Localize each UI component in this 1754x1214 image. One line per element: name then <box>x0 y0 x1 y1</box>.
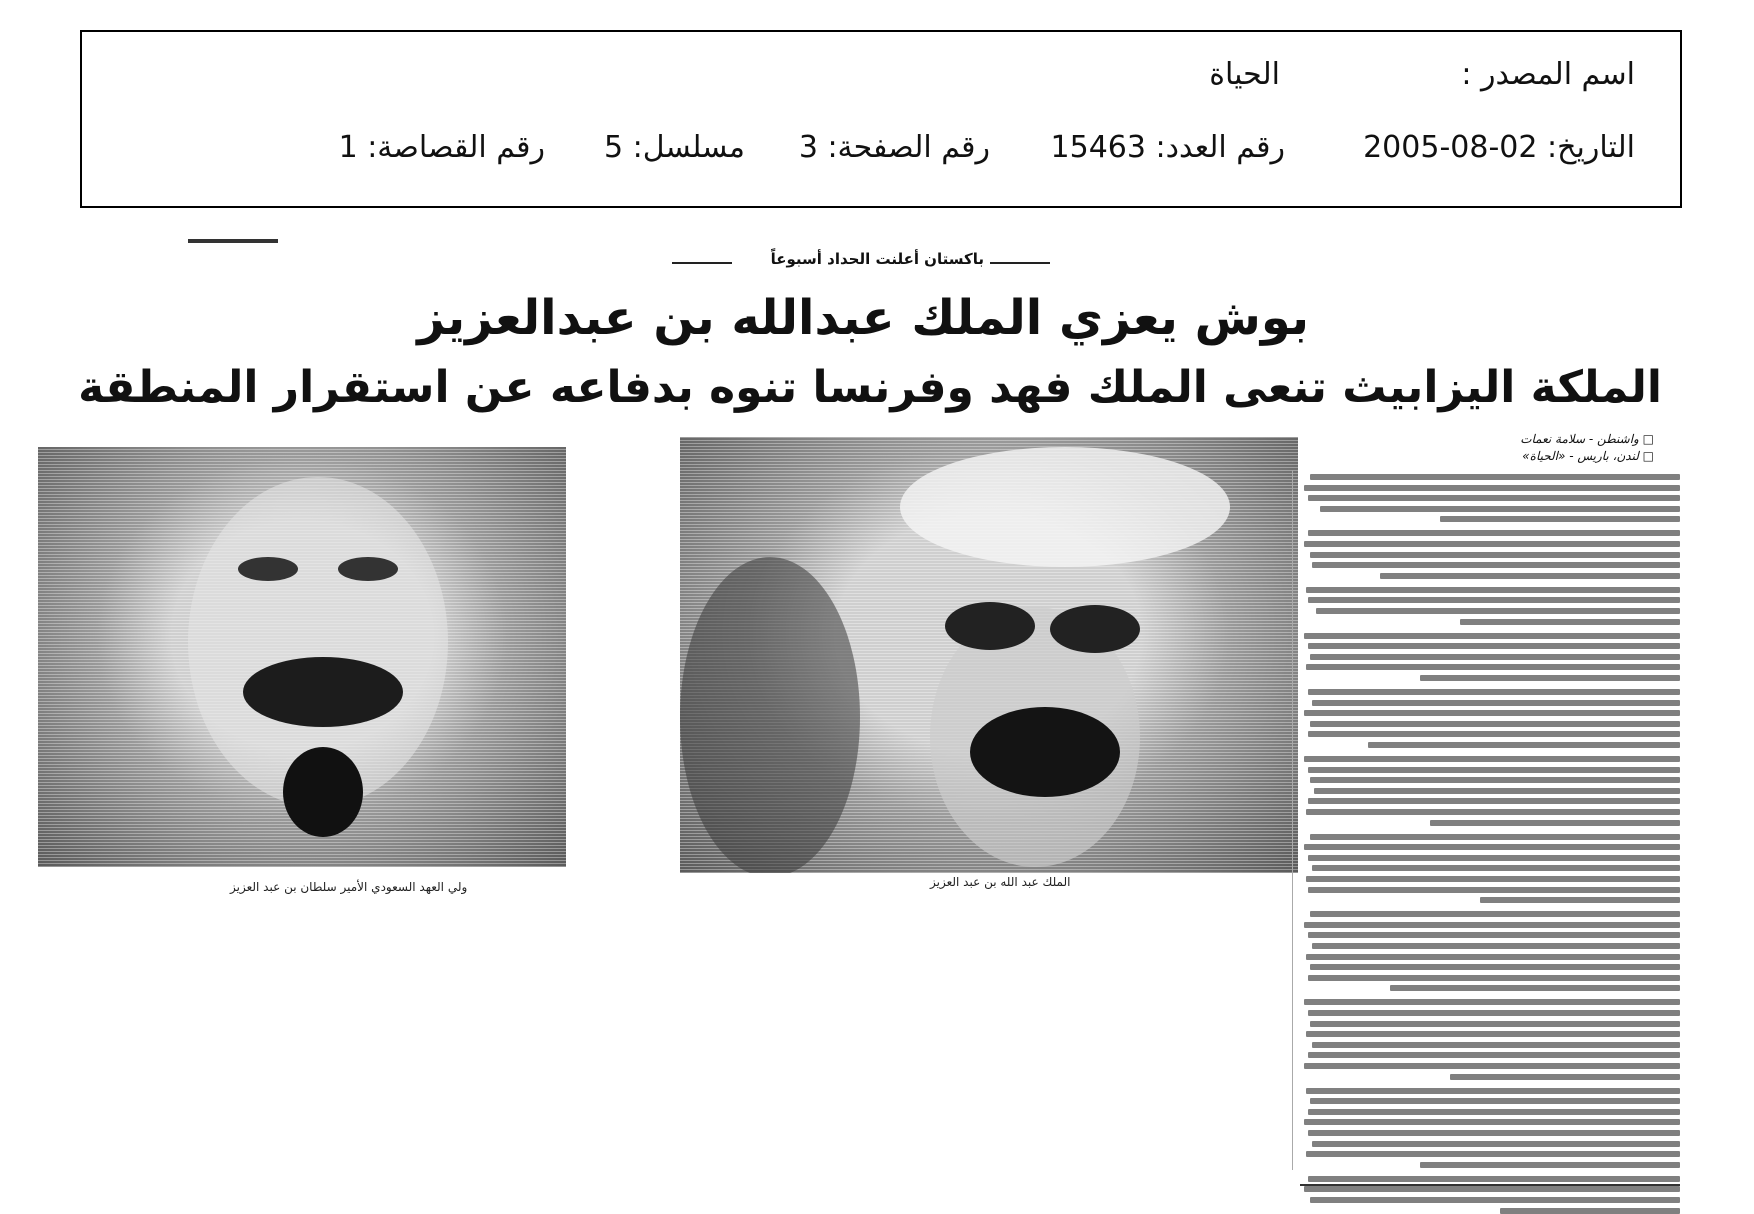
body-text-line <box>1306 1151 1680 1157</box>
body-text-line <box>1308 731 1680 737</box>
body-text-line <box>1420 1162 1680 1168</box>
body-text-line <box>1308 643 1680 649</box>
body-text-line <box>1310 777 1680 783</box>
body-text-line <box>1430 820 1680 826</box>
body-text-line <box>1306 876 1680 882</box>
body-text-line <box>1420 675 1680 681</box>
body-text-line <box>1310 552 1680 558</box>
body-text-line <box>1460 619 1680 625</box>
body-text-line <box>1310 721 1680 727</box>
body-text-line <box>1308 855 1680 861</box>
body-text-line <box>1310 1197 1680 1203</box>
body-text-line <box>1308 932 1680 938</box>
source-label: اسم المصدر : <box>1461 57 1635 92</box>
body-text-line <box>1312 943 1680 949</box>
body-text-line <box>1304 1119 1680 1125</box>
body-text-line <box>1310 1098 1680 1104</box>
body-text-line <box>1310 474 1680 480</box>
byline-london-paris: □ لندن، باريس - «الحياة» <box>1522 449 1654 463</box>
body-text-line <box>1310 911 1680 917</box>
headline-secondary: الملكة اليزابيث تنعى الملك فهد وفرنسا تنوه بدفاعه عن استقرار المنطقة <box>78 362 1662 413</box>
body-text-line <box>1312 700 1680 706</box>
body-text-line <box>1304 541 1680 547</box>
body-text-line <box>1480 897 1680 903</box>
body-text-line <box>1306 954 1680 960</box>
body-text-line <box>1390 985 1680 991</box>
source-value: الحياة <box>1209 57 1280 92</box>
body-text-line <box>1308 767 1680 773</box>
article-kicker: باكستان أعلنت الحداد أسبوعاً <box>770 250 984 268</box>
body-text-line <box>1308 1176 1680 1182</box>
body-text-line <box>1306 587 1680 593</box>
caption-left-photo: ولي العهد السعودي الأمير سلطان بن عبد العزيز <box>230 880 468 894</box>
column-divider <box>1292 470 1293 1170</box>
body-text-line <box>1310 654 1680 660</box>
body-text-line <box>1312 562 1680 568</box>
body-text-line <box>1308 887 1680 893</box>
body-text-line <box>1312 865 1680 871</box>
date-field: التاريخ: 02-08-2005 <box>1363 130 1635 165</box>
body-text-line <box>1304 1186 1680 1192</box>
body-text-line <box>1440 516 1680 522</box>
body-text-line <box>1306 664 1680 670</box>
body-text-line <box>1308 975 1680 981</box>
body-text-line <box>1304 633 1680 639</box>
body-text-line <box>1308 1109 1680 1115</box>
clip-number-field: رقم القصاصة: 1 <box>338 130 545 165</box>
kicker-rule-left <box>672 262 732 264</box>
serial-field: مسلسل: 5 <box>604 130 745 165</box>
body-text-line <box>1308 1010 1680 1016</box>
body-text-line <box>1308 689 1680 695</box>
article-body-column <box>1300 470 1680 1180</box>
body-text-line <box>1316 608 1680 614</box>
body-text-line <box>1304 756 1680 762</box>
body-text-line <box>1304 1063 1680 1069</box>
photo-king <box>680 437 1298 873</box>
body-text-line <box>1308 495 1680 501</box>
body-text-line <box>1500 1208 1680 1214</box>
body-text-line <box>1380 573 1680 579</box>
body-text-line <box>1310 964 1680 970</box>
page-number-field: رقم الصفحة: 3 <box>798 130 990 165</box>
body-text-line <box>1304 844 1680 850</box>
body-text-line <box>1304 922 1680 928</box>
body-text-line <box>1310 834 1680 840</box>
body-text-line <box>1304 999 1680 1005</box>
body-text-line <box>1310 1021 1680 1027</box>
body-text-line <box>1308 597 1680 603</box>
body-text-line <box>1304 485 1680 491</box>
photo-crown-prince <box>38 447 566 867</box>
body-text-line <box>1368 742 1680 748</box>
body-text-line <box>1306 809 1680 815</box>
issue-number-field: رقم العدد: 15463 <box>1050 130 1285 165</box>
headline-primary: بوش يعزي الملك عبدالله بن عبدالعزيز <box>417 290 1309 346</box>
body-text-line <box>1308 798 1680 804</box>
caption-right-photo: الملك عبد الله بن عبد العزيز <box>930 875 1071 889</box>
byline-washington: □ واشنطن - سلامة نعمات <box>1520 432 1654 446</box>
kicker-rule-right <box>990 262 1050 264</box>
body-text-line <box>1320 506 1680 512</box>
body-text-line <box>1308 1052 1680 1058</box>
body-text-line <box>1306 1031 1680 1037</box>
body-text-line <box>1312 1042 1680 1048</box>
column-end-rule <box>1300 1184 1680 1186</box>
body-text-line <box>1308 530 1680 536</box>
body-text-line <box>1306 1088 1680 1094</box>
body-text-line <box>1312 1141 1680 1147</box>
body-text-line <box>1314 788 1680 794</box>
scan-mark <box>188 239 278 243</box>
clipping-header-box <box>80 30 1682 208</box>
body-text-line <box>1304 710 1680 716</box>
body-text-line <box>1450 1074 1680 1080</box>
body-text-line <box>1308 1130 1680 1136</box>
